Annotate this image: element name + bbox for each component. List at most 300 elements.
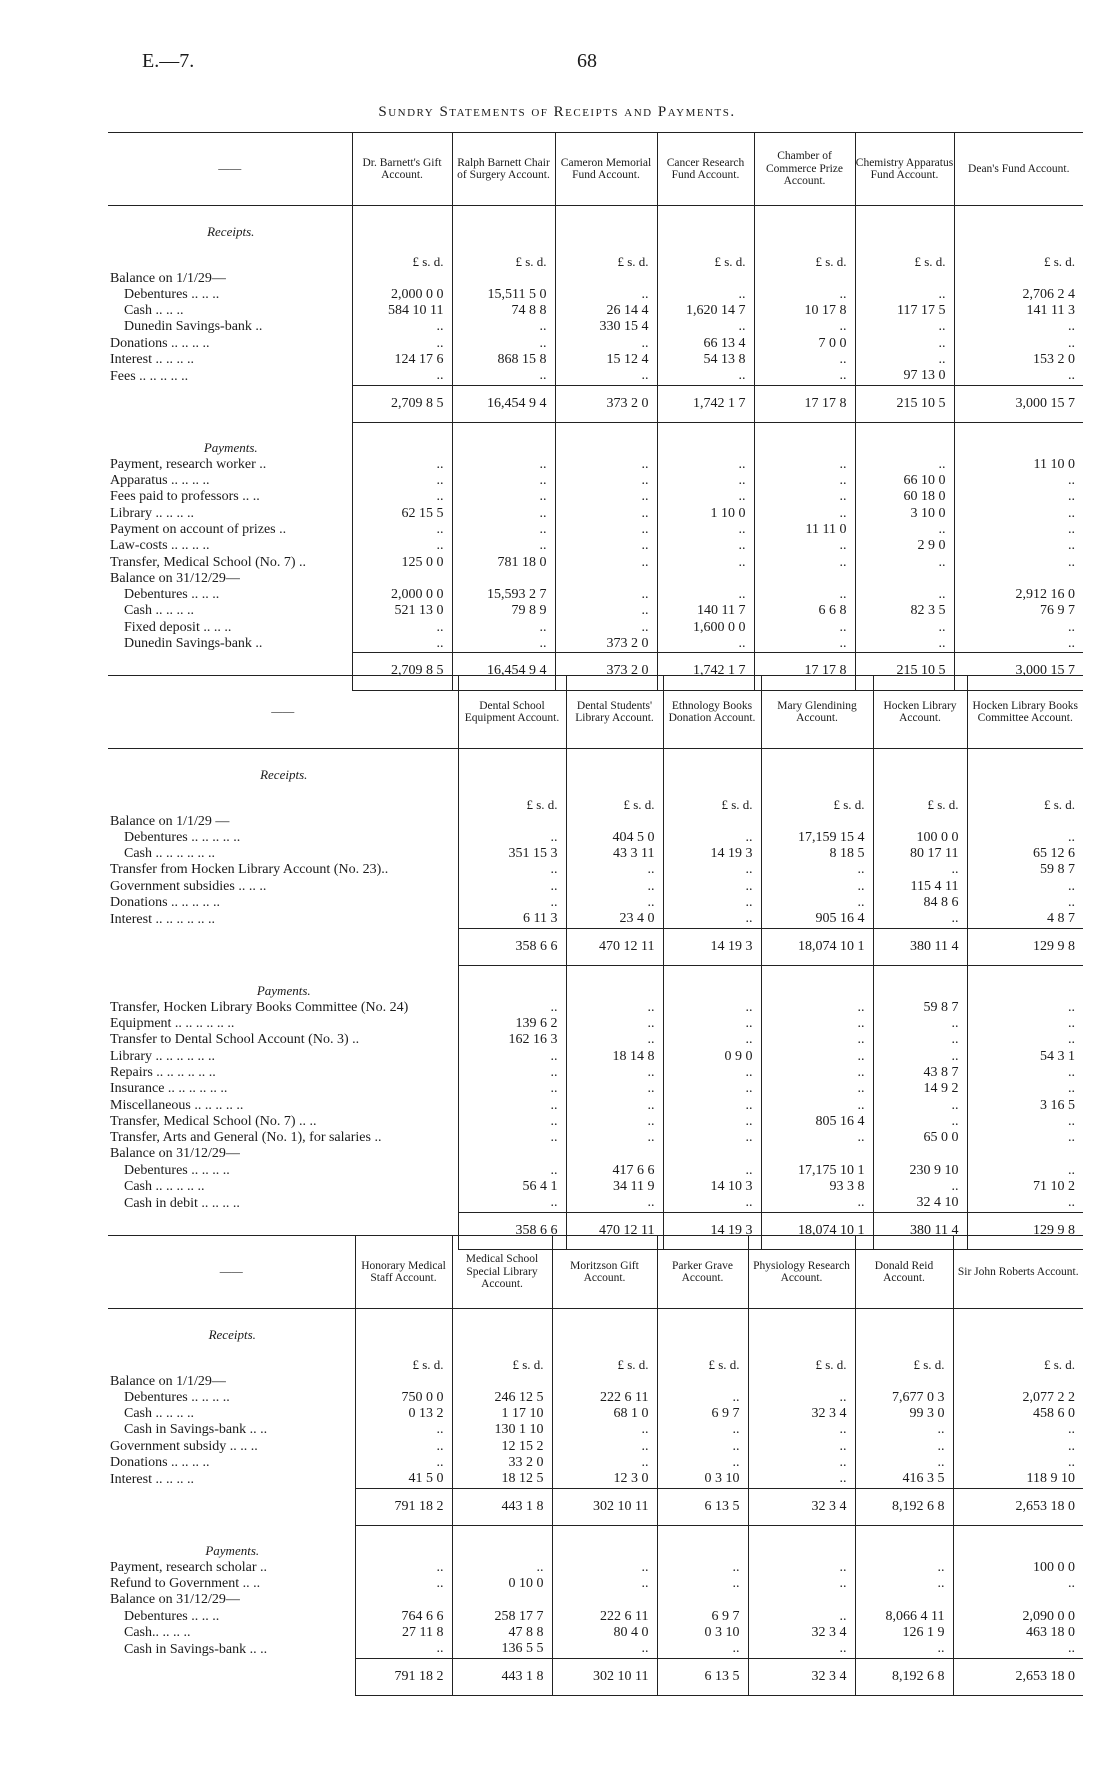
row-label-text: Fixed deposit .. .. .. <box>124 619 232 635</box>
amount-cell: .. <box>663 1016 761 1032</box>
row-label <box>108 636 352 653</box>
payment-row <box>108 1130 1083 1146</box>
currency-label <box>108 1343 355 1373</box>
amount-cell: .. <box>873 911 967 928</box>
amount-cell: 458 6 0 <box>953 1406 1083 1422</box>
amount-cell: 12 15 2 <box>452 1439 552 1455</box>
row-label <box>108 1609 355 1625</box>
statement-table-1 <box>108 132 1083 691</box>
empty-cell <box>855 422 954 456</box>
amount-cell: .. <box>954 620 1083 636</box>
amount-cell: .. <box>663 1000 761 1016</box>
amount-cell: .. <box>352 473 452 489</box>
row-label <box>108 319 352 335</box>
amount-cell: 2,000 0 0 <box>352 287 452 303</box>
account-column-header: Chemistry Apparatus Fund Account. <box>855 133 954 206</box>
amount-cell: .. <box>954 538 1083 554</box>
amount-cell: 14 19 3 <box>663 846 761 862</box>
amount-cell: 351 15 3 <box>458 846 566 862</box>
row-label <box>108 830 458 846</box>
row-label-text: Transfer to Dental School Account (No. 3) .. <box>110 1032 360 1048</box>
total-cell: 32 3 4 <box>748 1488 855 1525</box>
row-label <box>108 1471 355 1488</box>
amount-cell: 74 8 8 <box>452 303 555 319</box>
payments-heading-label: Payments. <box>256 983 311 999</box>
amount-cell: .. <box>663 1098 761 1114</box>
empty-cell <box>761 965 873 999</box>
empty-cell <box>552 1525 657 1559</box>
account-column-header: Cameron Memorial Fund Account. <box>555 133 657 206</box>
total-cell: 3,000 15 7 <box>954 385 1083 422</box>
empty-cell <box>566 965 663 999</box>
amount-cell <box>555 271 657 287</box>
amount-cell: 54 3 1 <box>967 1049 1083 1065</box>
amount-cell: .. <box>873 1179 967 1195</box>
amount-cell: .. <box>761 1049 873 1065</box>
amount-cell <box>754 571 855 587</box>
payments_total-row <box>108 1658 1083 1695</box>
account-column-header: Donald Reid Account. <box>855 1236 953 1309</box>
amount-cell: 80 4 0 <box>552 1625 657 1641</box>
amount-cell: 3 16 5 <box>967 1098 1083 1114</box>
currency-cell: £ s. d. <box>754 240 855 270</box>
receipt-row <box>108 830 1083 846</box>
payments-heading <box>108 965 1083 999</box>
amount-cell: 15 12 4 <box>555 352 657 368</box>
total-cell: 2,653 18 0 <box>953 1488 1083 1525</box>
amount-cell: .. <box>355 1641 452 1658</box>
total-cell: 380 11 4 <box>873 928 967 965</box>
empty-cell <box>873 965 967 999</box>
amount-cell: .. <box>355 1422 452 1438</box>
account-column-header: Hocken Library Account. <box>873 676 967 749</box>
amount-cell: .. <box>458 879 566 895</box>
amount-cell: .. <box>663 1114 761 1130</box>
row-label <box>108 1065 458 1081</box>
amount-cell: .. <box>355 1560 452 1576</box>
amount-cell: 805 16 4 <box>761 1114 873 1130</box>
amount-cell: 8,066 4 11 <box>855 1609 953 1625</box>
amount-cell: .. <box>657 1560 748 1576</box>
amount-cell: .. <box>754 489 855 505</box>
payment-row <box>108 1195 1083 1212</box>
amount-cell: 80 17 11 <box>873 846 967 862</box>
amount-cell <box>452 571 555 587</box>
row-label-text: Balance on 31/12/29— <box>110 570 240 586</box>
amount-cell: 0 3 10 <box>657 1471 748 1488</box>
amount-cell: .. <box>566 1000 663 1016</box>
amount-cell: .. <box>352 538 452 554</box>
amount-cell <box>855 1592 953 1608</box>
amount-cell: .. <box>555 603 657 619</box>
amount-cell: 68 1 0 <box>552 1406 657 1422</box>
amount-cell: .. <box>657 555 754 571</box>
row-label <box>108 571 352 587</box>
amount-cell <box>873 814 967 830</box>
total-cell: 1,742 1 7 <box>657 653 754 690</box>
amount-cell: .. <box>452 506 555 522</box>
amount-cell <box>954 571 1083 587</box>
empty-cell <box>967 965 1083 999</box>
amount-cell: .. <box>355 1439 452 1455</box>
currency-cell: £ s. d. <box>452 240 555 270</box>
amount-cell: 43 8 7 <box>873 1065 967 1081</box>
amount-cell: .. <box>748 1471 855 1488</box>
empty-cell <box>954 206 1083 241</box>
row-label <box>108 1390 355 1406</box>
empty-cell <box>552 1309 657 1344</box>
row-label-text: Debentures .. .. .. <box>124 587 220 603</box>
row-label-text: Library .. .. .. .. .. .. <box>110 1048 215 1064</box>
header-dash: —— <box>108 133 352 206</box>
payment-row <box>108 1049 1083 1065</box>
amount-cell <box>458 1146 566 1162</box>
amount-cell: 125 0 0 <box>352 555 452 571</box>
row-label <box>108 457 352 473</box>
amount-cell <box>657 1592 748 1608</box>
amount-cell: 6 9 7 <box>657 1406 748 1422</box>
amount-cell: 59 8 7 <box>967 862 1083 878</box>
page-code: E.—7. <box>142 50 195 72</box>
amount-cell: .. <box>555 287 657 303</box>
currency-label <box>108 240 352 270</box>
amount-cell: 17,175 10 1 <box>761 1163 873 1179</box>
currency-cell: £ s. d. <box>855 1343 953 1373</box>
amount-cell: .. <box>566 1065 663 1081</box>
amount-cell: .. <box>873 1049 967 1065</box>
receipt-row <box>108 879 1083 895</box>
amount-cell: 79 8 9 <box>452 603 555 619</box>
empty-cell <box>458 965 566 999</box>
row-label <box>108 1016 458 1032</box>
currency-cell: £ s. d. <box>458 783 566 813</box>
amount-cell: 7 0 0 <box>754 336 855 352</box>
amount-cell: .. <box>657 587 754 603</box>
amount-cell: 2,090 0 0 <box>953 1609 1083 1625</box>
row-label-text: Balance on 1/1/29 — <box>110 813 230 829</box>
amount-cell <box>555 571 657 587</box>
row-label-text: Cash in debit .. .. .. .. <box>124 1195 240 1211</box>
amount-cell: .. <box>754 538 855 554</box>
amount-cell: .. <box>954 555 1083 571</box>
amount-cell: 10 17 8 <box>754 303 855 319</box>
amount-cell: .. <box>452 457 555 473</box>
amount-cell: .. <box>855 555 954 571</box>
empty-cell <box>754 422 855 456</box>
total-label <box>108 1658 355 1695</box>
amount-cell: .. <box>458 1195 566 1212</box>
amount-cell: .. <box>458 1114 566 1130</box>
amount-cell: 781 18 0 <box>452 555 555 571</box>
empty-cell <box>355 1309 452 1344</box>
empty-cell <box>748 1309 855 1344</box>
amount-cell: .. <box>855 1455 953 1471</box>
amount-cell: .. <box>566 862 663 878</box>
amount-cell: 584 10 11 <box>352 303 452 319</box>
payment-row <box>108 1625 1083 1641</box>
currency-cell: £ s. d. <box>954 240 1083 270</box>
row-label-text: Donations .. .. .. .. .. <box>110 895 221 911</box>
empty-cell <box>352 422 452 456</box>
total-cell: 1,742 1 7 <box>657 385 754 422</box>
receipt-row <box>108 1374 1083 1390</box>
row-label-text: Debentures .. .. .. <box>124 286 220 302</box>
amount-cell: .. <box>552 1576 657 1592</box>
empty-cell <box>458 749 566 784</box>
empty-cell <box>663 749 761 784</box>
amount-cell: 258 17 7 <box>452 1609 552 1625</box>
amount-cell: .. <box>748 1609 855 1625</box>
total-cell: 8,192 6 8 <box>855 1488 953 1525</box>
row-label <box>108 587 352 603</box>
total-cell: 358 6 6 <box>458 1212 566 1249</box>
payment-row <box>108 1081 1083 1097</box>
amount-cell: 124 17 6 <box>352 352 452 368</box>
amount-cell <box>953 1374 1083 1390</box>
amount-cell: .. <box>953 1641 1083 1658</box>
total-cell: 17 17 8 <box>754 385 855 422</box>
amount-cell: .. <box>967 1130 1083 1146</box>
amount-cell: .. <box>754 368 855 385</box>
amount-cell: 2,706 2 4 <box>954 287 1083 303</box>
amount-cell: 2,000 0 0 <box>352 587 452 603</box>
receipts_total-row <box>108 1488 1083 1525</box>
amount-cell: 8 18 5 <box>761 846 873 862</box>
amount-cell: .. <box>555 473 657 489</box>
row-label <box>108 352 352 368</box>
total-cell: 16,454 9 4 <box>452 385 555 422</box>
empty-cell <box>855 1309 953 1344</box>
header-dash: —— <box>108 1236 355 1309</box>
amount-cell: .. <box>663 1130 761 1146</box>
amount-cell: .. <box>452 336 555 352</box>
statement-table-2 <box>108 675 1083 1250</box>
amount-cell: .. <box>873 1016 967 1032</box>
amount-cell: .. <box>452 620 555 636</box>
row-label <box>108 538 352 554</box>
row-label-text: Balance on 1/1/29— <box>110 270 226 286</box>
amount-cell: .. <box>754 620 855 636</box>
row-label-text: Dunedin Savings-bank .. <box>124 636 263 652</box>
amount-cell: .. <box>754 506 855 522</box>
amount-cell: .. <box>657 1455 748 1471</box>
amount-cell <box>452 1592 552 1608</box>
amount-cell: 3 10 0 <box>855 506 954 522</box>
amount-cell: 76 9 7 <box>954 603 1083 619</box>
amount-cell: 153 2 0 <box>954 352 1083 368</box>
payment-row <box>108 571 1083 587</box>
amount-cell: .. <box>855 1560 953 1576</box>
total-label <box>108 1488 355 1525</box>
payment-row <box>108 587 1083 603</box>
amount-cell: 11 11 0 <box>754 522 855 538</box>
amount-cell: .. <box>566 1114 663 1130</box>
amount-cell: 0 13 2 <box>355 1406 452 1422</box>
receipt-row <box>108 368 1083 385</box>
statement-table-3 <box>108 1235 1083 1696</box>
amount-cell: 0 9 0 <box>663 1049 761 1065</box>
receipt-row <box>108 287 1083 303</box>
amount-cell: .. <box>458 895 566 911</box>
payment-row <box>108 473 1083 489</box>
payment-row <box>108 457 1083 473</box>
row-label <box>108 1560 355 1576</box>
payment-row <box>108 522 1083 538</box>
row-label <box>108 1455 355 1471</box>
amount-cell: 82 3 5 <box>855 603 954 619</box>
amount-cell <box>761 1146 873 1162</box>
total-cell: 18,074 10 1 <box>761 928 873 965</box>
row-label-text: Interest .. .. .. .. <box>110 352 194 368</box>
account-column-header: Ethnology Books Donation Account. <box>663 676 761 749</box>
amount-cell: 12 3 0 <box>552 1471 657 1488</box>
row-label-text: Cash .. .. .. .. <box>124 603 194 619</box>
empty-cell <box>657 206 754 241</box>
row-label-text: Cash .. .. .. .. <box>124 1406 194 1422</box>
amount-cell: .. <box>873 1098 967 1114</box>
account-column-header: Moritzson Gift Account. <box>552 1236 657 1309</box>
amount-cell: .. <box>967 1000 1083 1016</box>
amount-cell <box>953 1592 1083 1608</box>
amount-cell <box>566 814 663 830</box>
empty-cell <box>452 422 555 456</box>
amount-cell: .. <box>458 862 566 878</box>
currency-cell: £ s. d. <box>657 240 754 270</box>
amount-cell: .. <box>855 336 954 352</box>
amount-cell: .. <box>355 1455 452 1471</box>
total-cell: 14 19 3 <box>663 928 761 965</box>
amount-cell: .. <box>954 636 1083 653</box>
receipt-row <box>108 911 1083 928</box>
amount-cell: .. <box>657 368 754 385</box>
row-label <box>108 506 352 522</box>
empty-cell <box>855 206 954 241</box>
amount-cell: .. <box>953 1576 1083 1592</box>
row-label <box>108 1098 458 1114</box>
empty-cell <box>855 1525 953 1559</box>
amount-cell <box>873 1146 967 1162</box>
row-label-text: Debentures .. .. .. <box>124 1608 220 1624</box>
amount-cell: .. <box>953 1455 1083 1471</box>
amount-cell: 222 6 11 <box>552 1390 657 1406</box>
amount-cell: 750 0 0 <box>355 1390 452 1406</box>
amount-cell: .. <box>855 457 954 473</box>
amount-cell: .. <box>761 1016 873 1032</box>
amount-cell: 65 0 0 <box>873 1130 967 1146</box>
payment-row <box>108 538 1083 554</box>
account-column-header: Dental Students' Library Account. <box>566 676 663 749</box>
amount-cell: 373 2 0 <box>555 636 657 653</box>
amount-cell <box>657 271 754 287</box>
amount-cell: .. <box>967 1032 1083 1048</box>
amount-cell: 18 14 8 <box>566 1049 663 1065</box>
amount-cell: 56 4 1 <box>458 1179 566 1195</box>
payment-row <box>108 1560 1083 1576</box>
amount-cell: .. <box>458 1049 566 1065</box>
amount-cell: .. <box>761 1081 873 1097</box>
payment-row <box>108 1114 1083 1130</box>
amount-cell <box>663 814 761 830</box>
amount-cell: 27 11 8 <box>355 1625 452 1641</box>
amount-cell: .. <box>748 1422 855 1438</box>
amount-cell: .. <box>352 319 452 335</box>
amount-cell <box>352 571 452 587</box>
page-number: 68 <box>577 50 597 72</box>
currency-cell: £ s. d. <box>967 783 1083 813</box>
currency-cell: £ s. d. <box>355 1343 452 1373</box>
amount-cell: .. <box>748 1439 855 1455</box>
amount-cell: .. <box>663 1065 761 1081</box>
amount-cell: .. <box>967 879 1083 895</box>
amount-cell <box>566 1146 663 1162</box>
amount-cell: .. <box>458 1081 566 1097</box>
amount-cell: .. <box>754 352 855 368</box>
amount-cell: .. <box>855 1422 953 1438</box>
amount-cell: .. <box>754 636 855 653</box>
row-label-text: Cash .. .. .. .. .. .. <box>124 846 215 862</box>
amount-cell: .. <box>555 489 657 505</box>
amount-cell: 17,159 15 4 <box>761 830 873 846</box>
payment-row <box>108 636 1083 653</box>
currency-cell: £ s. d. <box>552 1343 657 1373</box>
amount-cell: .. <box>855 1439 953 1455</box>
amount-cell: .. <box>761 895 873 911</box>
payment-row <box>108 1641 1083 1658</box>
amount-cell: 54 13 8 <box>657 352 754 368</box>
amount-cell: 59 8 7 <box>873 1000 967 1016</box>
amount-cell: .. <box>555 457 657 473</box>
amount-cell: .. <box>458 830 566 846</box>
payment-row <box>108 1179 1083 1195</box>
account-column-header: Ralph Barnett Chair of Surgery Account. <box>452 133 555 206</box>
row-label <box>108 1146 458 1162</box>
amount-cell: .. <box>761 862 873 878</box>
amount-cell: .. <box>352 620 452 636</box>
row-label-text: Cash in Savings-bank .. .. <box>124 1422 268 1438</box>
receipt-row <box>108 1422 1083 1438</box>
amount-cell: .. <box>355 1576 452 1592</box>
amount-cell: .. <box>555 336 657 352</box>
row-label <box>108 368 352 385</box>
receipt-row <box>108 271 1083 287</box>
amount-cell: .. <box>954 473 1083 489</box>
amount-cell: .. <box>855 1641 953 1658</box>
amount-cell: 330 15 4 <box>555 319 657 335</box>
row-label <box>108 1406 355 1422</box>
amount-cell: .. <box>458 1130 566 1146</box>
row-label <box>108 1576 355 1592</box>
total-cell: 3,000 15 7 <box>954 653 1083 690</box>
account-column-header: Chamber of Commerce Prize Account. <box>754 133 855 206</box>
amount-cell: 140 11 7 <box>657 603 754 619</box>
empty-cell <box>873 749 967 784</box>
payment-row <box>108 555 1083 571</box>
amount-cell: 15,511 5 0 <box>452 287 555 303</box>
page-title: Sundry Statements of Receipts and Payments. <box>378 104 736 120</box>
amount-cell: .. <box>754 555 855 571</box>
amount-cell: .. <box>452 489 555 505</box>
amount-cell: 4 8 7 <box>967 911 1083 928</box>
row-label <box>108 862 458 878</box>
amount-cell: .. <box>761 1065 873 1081</box>
amount-cell: .. <box>555 620 657 636</box>
total-cell: 17 17 8 <box>754 653 855 690</box>
amount-cell: 33 2 0 <box>452 1455 552 1471</box>
payment-row <box>108 1098 1083 1114</box>
amount-cell: 222 6 11 <box>552 1609 657 1625</box>
row-label <box>108 911 458 928</box>
row-label-text: Fees .. .. .. .. .. <box>110 368 189 384</box>
